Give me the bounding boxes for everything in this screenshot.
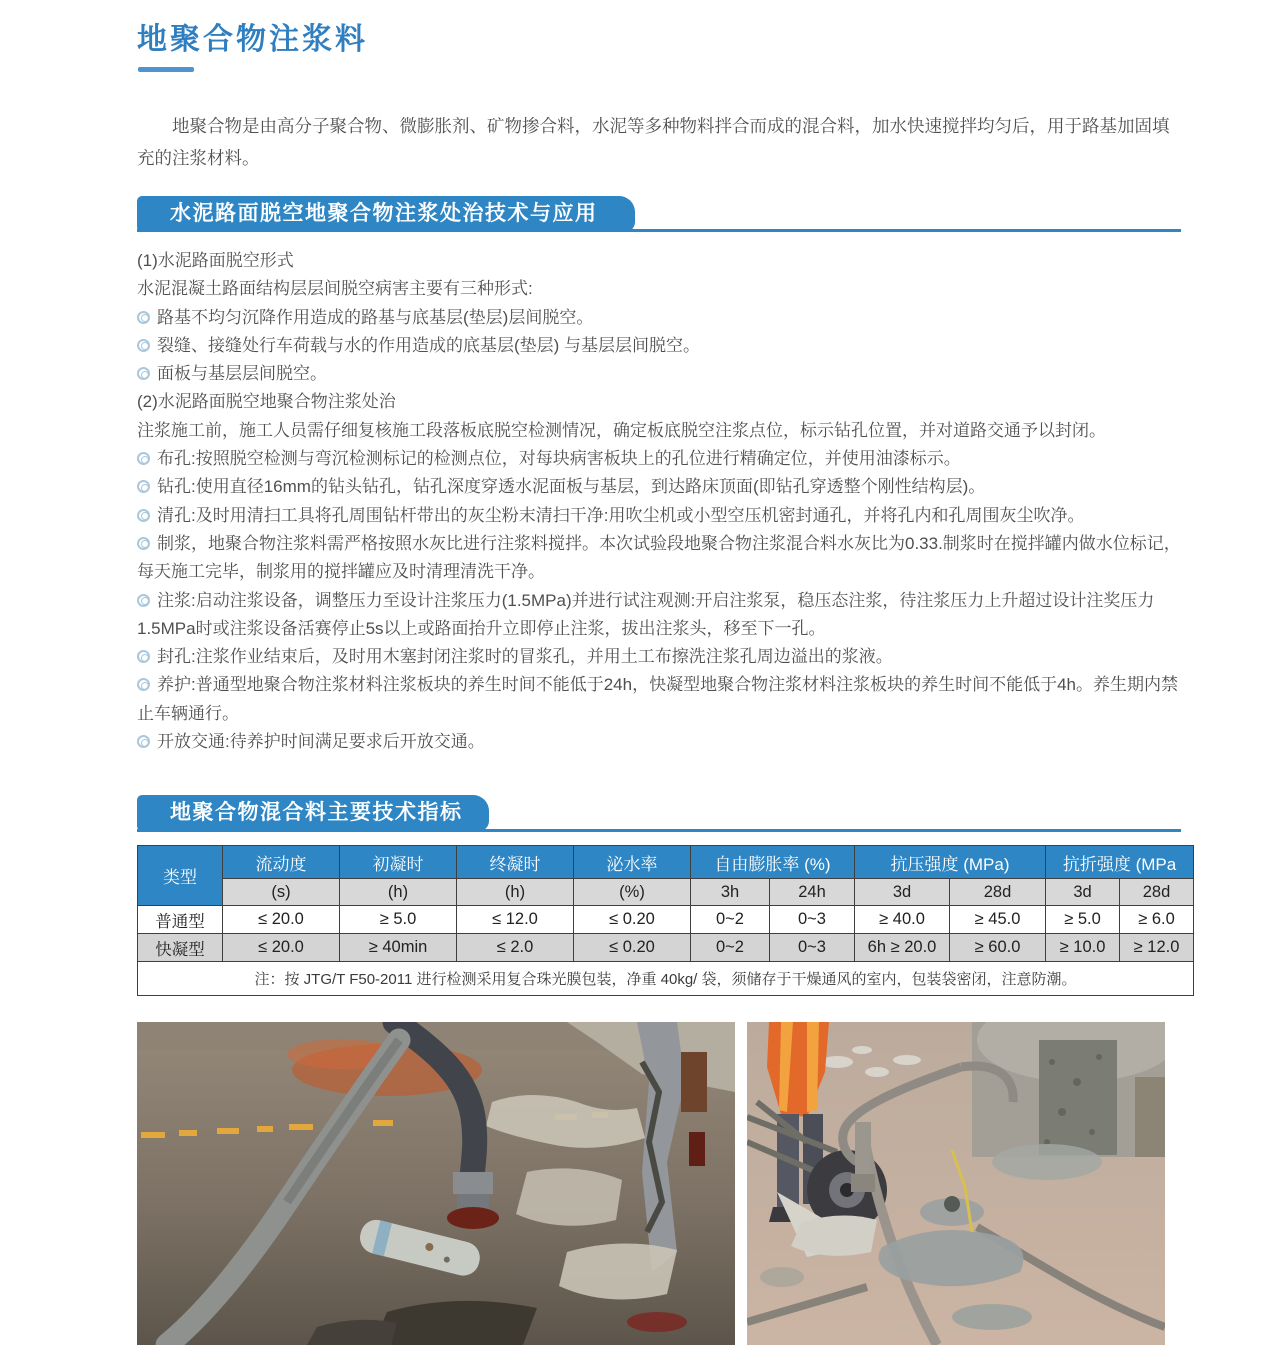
sub-header: 28d [1120,879,1194,906]
column-header: 初凝时 [340,846,457,879]
row-label: 快凝型 [138,934,223,962]
bullet-text: 封孔:注浆作业结束后，及时用木塞封闭注浆时的冒浆孔，并用土工布擦洗注浆孔周边溢出的浆液。 [157,647,893,667]
column-header: 终凝时 [457,846,574,879]
bullet-text: 开放交通:待养护时间满足要求后开放交通。 [157,732,485,752]
cell: ≥ 40min [340,934,457,962]
paragraph: (2)水泥路面脱空地聚合物注浆处治 [137,392,396,412]
technical-spec-table [137,845,1194,996]
photo-grout-hose-on-pavement [137,1022,735,1345]
column-header-group: 抗折强度 (MPa [1046,846,1194,879]
bullet-item [137,671,1193,728]
bullet-text: 养护:普通型地聚合物注浆材料注浆板块的养生时间不能低于24h，快凝型地聚合物注浆材料注浆板块的养生时间不能低于4h。养生期内禁止车辆通行。 [137,675,1178,723]
column-header: 泌水率 [574,846,691,879]
cell: ≤ 0.20 [574,934,691,962]
cell: ≤ 12.0 [457,906,574,934]
bullet-item [137,643,1193,671]
bullet-text: 裂缝、接缝处行车荷载与水的作用造成的底基层(垫层) 与基层层间脱空。 [157,335,701,355]
table-corner-header: 类型 [138,846,223,906]
pavement-grouting-photo-illustration [137,1022,735,1345]
bullet-text: 路基不均匀沉降作用造成的路基与底基层(垫层)层间脱空。 [157,307,594,327]
ring-bullet-icon [137,735,150,748]
bullet-item [137,728,1193,756]
bullet-item [137,587,1193,644]
worksite-photo-illustration [747,1022,1165,1345]
ring-bullet-icon [137,678,150,691]
sub-header: (s) [223,879,340,906]
cell: ≥ 12.0 [1120,934,1194,962]
bullet-item [137,473,1193,501]
row-label: 普通型 [138,906,223,934]
cell: ≤ 20.0 [223,934,340,962]
sub-header: 28d [950,879,1046,906]
cell: ≤ 0.20 [574,906,691,934]
sub-header: (h) [340,879,457,906]
bullet-item [137,304,1193,332]
cell: 0~3 [770,934,855,962]
bullet-text: 注浆:启动注浆设备，调整压力至设计注浆压力(1.5MPa)并进行试注观测:开启注浆泵，稳压态注浆，待注浆压力上升超过设计注奖压力1.5MPa时或注浆设备活赛停止5s以上或路面抬升立即停止注浆，拔出注浆头，移至下一孔。 [137,590,1155,638]
sub-header: 3d [855,879,950,906]
cell: ≥ 5.0 [340,906,457,934]
cell: ≥ 40.0 [855,906,950,934]
ring-bullet-icon [137,452,150,465]
bullet-text: 清孔:及时用清扫工具将孔周围钻杆带出的灰尘粉末清扫干净:用吹尘机或小型空压机密封通孔，并将孔内和孔周围灰尘吹净。 [157,505,1085,525]
ring-bullet-icon [137,339,150,352]
bullet-item [137,502,1193,530]
cell: 0~2 [691,906,770,934]
cell: ≥ 10.0 [1046,934,1120,962]
cell: ≥ 6.0 [1120,906,1194,934]
paragraph: 注浆施工前，施工人员需仔细复核施工段落板底脱空检测情况，确定板底脱空注浆点位，标示钻孔位置，并对道路交通予以封闭。 [137,420,1106,440]
photo-grouting-worksite [747,1022,1165,1345]
section-heading-technology: 水泥路面脱空地聚合物注浆处治技术与应用 [137,196,635,232]
column-header-group: 自由膨胀率 (%) [691,846,855,879]
sub-header: (h) [457,879,574,906]
column-header: 流动度 [223,846,340,879]
column-header-group: 抗压强度 (MPa) [855,846,1046,879]
bullet-item [137,332,1193,360]
cell: ≤ 2.0 [457,934,574,962]
section-heading-specs: 地聚合物混合料主要技术指标 [137,795,489,831]
bullet-item [137,530,1193,587]
ring-bullet-icon [137,594,150,607]
ring-bullet-icon [137,367,150,380]
ring-bullet-icon [137,311,150,324]
bullet-text: 面板与基层层间脱空。 [157,364,327,384]
procedure-body [137,247,1193,756]
bullet-text: 布孔:按照脱空检测与弯沉检测标记的检测点位，对每块病害板块上的孔位进行精确定位，并使用油漆标示。 [157,449,961,469]
cell: ≥ 60.0 [950,934,1046,962]
cell: ≥ 5.0 [1046,906,1120,934]
ring-bullet-icon [137,650,150,663]
sub-header: 24h [770,879,855,906]
table-note: 注：按 JTG/T F50-2011 进行检测采用复合珠光膜包装，净重 40kg/ 袋，须储存于干燥通风的室内，包装袋密闭，注意防潮。 [138,962,1194,996]
sub-header: 3h [691,879,770,906]
cell: 0~2 [691,934,770,962]
page-title: 地聚合物注浆料 [137,23,368,56]
bullet-item [137,445,1193,473]
paragraph: 水泥混凝土路面结构层层间脱空病害主要有三种形式: [137,279,533,299]
ring-bullet-icon [137,509,150,522]
bullet-item [137,360,1193,388]
paragraph: (1)水泥路面脱空形式 [137,251,294,270]
ring-bullet-icon [137,537,150,550]
sub-header: (%) [574,879,691,906]
cell: 0~3 [770,906,855,934]
sub-header: 3d [1046,879,1120,906]
bullet-text: 钻孔:使用直径16mm的钻头钻孔，钻孔深度穿透水泥面板与基层，到达路床顶面(即钻孔穿透整个刚性结构层)。 [157,477,986,497]
cell: 6h ≥ 20.0 [855,934,950,962]
intro-paragraph: 地聚合物是由高分子聚合物、微膨胀剂、矿物掺合料，水泥等多种物料拌合而成的混合料，加水快速搅拌均匀后，用于路基加固填充的注浆材料。 [137,116,1170,168]
title-underline-dash [138,67,194,72]
cell: ≤ 20.0 [223,906,340,934]
ring-bullet-icon [137,480,150,493]
table-row [138,906,1194,934]
cell: ≥ 45.0 [950,906,1046,934]
bullet-text: 制浆，地聚合物注浆料需严格按照水灰比进行注浆料搅拌。本次试验段地聚合物注浆混合料水灰比为0.33.制浆时在搅拌罐内做水位标记，每天施工完毕，制浆用的搅拌罐应及时清理清洗干净。 [137,533,1181,582]
table-row [138,934,1194,962]
